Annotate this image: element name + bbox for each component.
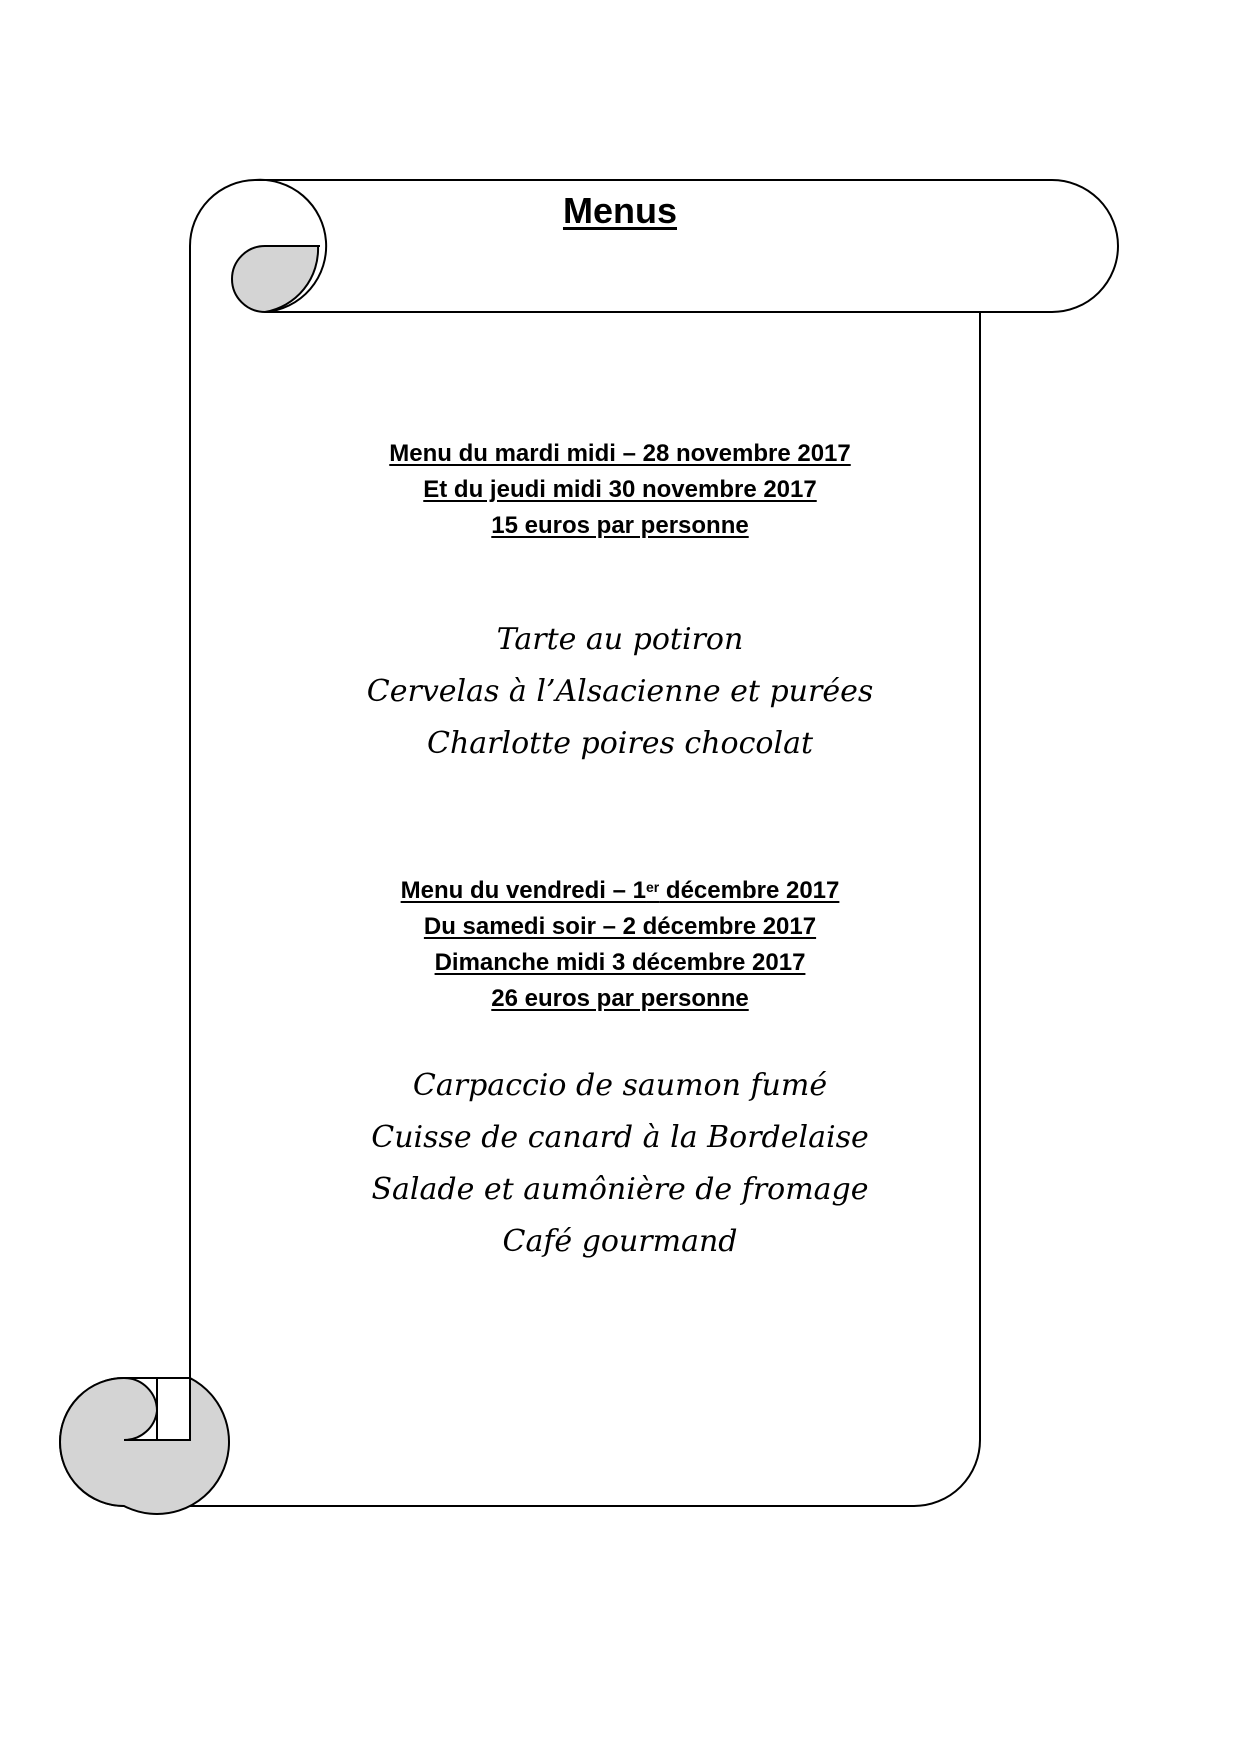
menu2-dish-1: Carpaccio de saumon fumé	[412, 1068, 828, 1103]
menu2-dish-2: Cuisse de canard à la Bordelaise	[371, 1120, 869, 1155]
menu1-dish-3: Charlotte poires chocolat	[426, 726, 814, 761]
menu2-line-1-sup: er	[646, 879, 660, 895]
menu1-dish-2: Cervelas à l’Alsacienne et purées	[366, 674, 874, 709]
menu2-line-3: Dimanche midi 3 décembre 2017	[434, 949, 806, 976]
menu2-line-2: Du samedi soir – 2 décembre 2017	[423, 913, 817, 940]
menu2-line-1	[330, 873, 910, 909]
menu2-line-1-post: décembre 2017	[659, 877, 840, 904]
scroll-top-curl-shade	[232, 246, 318, 312]
page-title: Menus	[562, 190, 677, 231]
scroll-bottom-edge	[124, 1440, 980, 1506]
menu2-dish-4: Café gourmand	[502, 1224, 738, 1259]
scroll-bottom-curl-shade	[60, 1378, 229, 1514]
menu2-price: 26 euros par personne	[491, 985, 749, 1012]
menu1-price: 15 euros par personne	[491, 512, 749, 539]
menu1-dish-1: Tarte au potiron	[496, 622, 744, 657]
menu2-line-1-pre: Menu du vendredi – 1	[400, 877, 647, 904]
menu2-dish-3: Salade et aumônière de fromage	[371, 1172, 869, 1207]
menu1-line-2: Et du jeudi midi 30 novembre 2017	[423, 476, 817, 503]
menu1-line-1: Menu du mardi midi – 28 novembre 2017	[389, 440, 851, 467]
